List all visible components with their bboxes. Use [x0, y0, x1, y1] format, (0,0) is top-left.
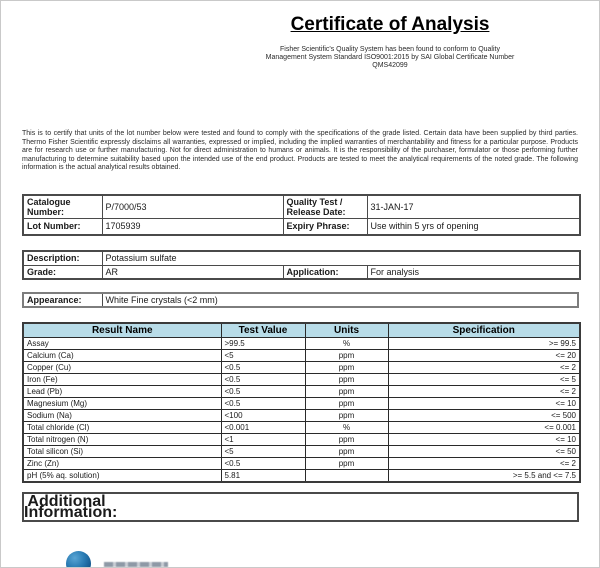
description-value: Potassium sulfate	[102, 251, 580, 265]
table-row	[23, 251, 580, 265]
result-name: Magnesium (Mg)	[23, 398, 221, 410]
appearance-value: White Fine crystals (<2 mm)	[102, 293, 578, 307]
specification: <= 10	[388, 398, 580, 410]
logo-text-illegible	[104, 562, 168, 567]
result-name: Copper (Cu)	[23, 362, 221, 374]
table-row	[23, 218, 580, 235]
units: ppm	[305, 386, 388, 398]
test-value: <0.001	[221, 422, 305, 434]
results-table	[22, 322, 581, 483]
table-row	[23, 410, 580, 422]
table-row	[23, 446, 580, 458]
column-header-units: Units	[305, 323, 388, 338]
table-row	[23, 470, 580, 483]
specification: <= 10	[388, 434, 580, 446]
units: %	[305, 422, 388, 434]
result-name: Iron (Fe)	[23, 374, 221, 386]
specification: <= 2	[388, 386, 580, 398]
appearance-label: Appearance:	[23, 293, 102, 307]
table-row	[23, 398, 580, 410]
units: %	[305, 338, 388, 350]
application-value: For analysis	[367, 265, 580, 279]
specification: >= 99.5	[388, 338, 580, 350]
lot-info-table	[22, 194, 581, 237]
result-name: Total silicon (Si)	[23, 446, 221, 458]
specification: <= 0.001	[388, 422, 580, 434]
table-row	[23, 458, 580, 470]
expiry-phrase-value: Use within 5 yrs of opening	[367, 218, 580, 235]
catalogue-number-value: P/7000/53	[102, 195, 283, 219]
units: ppm	[305, 410, 388, 422]
column-header-specification: Specification	[388, 323, 580, 338]
test-value: <0.5	[221, 362, 305, 374]
units: ppm	[305, 374, 388, 386]
grade-label: Grade:	[23, 265, 102, 279]
test-value: <0.5	[221, 374, 305, 386]
table-row	[23, 493, 578, 521]
units	[305, 470, 388, 483]
document-header	[202, 13, 578, 70]
test-value: <100	[221, 410, 305, 422]
test-value: <0.5	[221, 386, 305, 398]
description-label: Description:	[23, 251, 102, 265]
fisher-scientific-logo	[66, 551, 246, 568]
result-name: Sodium (Na)	[23, 410, 221, 422]
test-value: <5	[221, 350, 305, 362]
lot-number-value: 1705939	[102, 218, 283, 235]
table-row	[23, 422, 580, 434]
units: ppm	[305, 350, 388, 362]
units: ppm	[305, 458, 388, 470]
table-row	[23, 386, 580, 398]
subtitle-line-1: Fisher Scientific's Quality System has been found to conform to Quality	[280, 46, 500, 53]
specification: <= 50	[388, 446, 580, 458]
quality-system-statement	[202, 46, 578, 70]
subtitle-line-3: QMS42099	[372, 62, 408, 69]
result-name: pH (5% aq. solution)	[23, 470, 221, 483]
product-info-table	[22, 250, 581, 280]
specification: <= 2	[388, 362, 580, 374]
table-row	[23, 293, 578, 307]
specification: <= 500	[388, 410, 580, 422]
table-row	[23, 374, 580, 386]
specification: <= 20	[388, 350, 580, 362]
disclaimer-paragraph: This is to certify that units of the lot number below were tested and found to comply with the specifications of the grade listed. Certain data have been supplied by third parties. Thermo Fisher Scientific expressly disclaims all warranties, expressed or implied, including the implied warranties of merchantability and fitness for a particular purpose. Products are for research use or further manufacturing. Not for direct administration to humans or animals. It is the responsibility of the purchaser, formulator or those performing further manufacturing to determine suitability based upon the intended use of the end product. Products are tested to meet the analytical requirements of the noted grade. The following information is the actual analytical results obtained.	[22, 130, 578, 171]
lot-number-label: Lot Number:	[23, 218, 102, 235]
test-value: 5.81	[221, 470, 305, 483]
result-name: Total nitrogen (N)	[23, 434, 221, 446]
subtitle-line-2: Management System Standard ISO9001:2015 by SAI Global Certificate Number	[265, 54, 515, 61]
units: ppm	[305, 446, 388, 458]
result-name: Assay	[23, 338, 221, 350]
table-row	[23, 195, 580, 219]
result-name: Calcium (Ca)	[23, 350, 221, 362]
result-name: Lead (Pb)	[23, 386, 221, 398]
units: ppm	[305, 398, 388, 410]
additional-info-value	[109, 493, 578, 521]
test-value: <1	[221, 434, 305, 446]
result-name: Zinc (Zn)	[23, 458, 221, 470]
test-value: <5	[221, 446, 305, 458]
test-value: <0.5	[221, 398, 305, 410]
units: ppm	[305, 434, 388, 446]
table-row	[23, 265, 580, 279]
additional-info-table	[22, 492, 579, 522]
quality-test-date-value: 31-JAN-17	[367, 195, 580, 219]
specification: <= 2	[388, 458, 580, 470]
specification: >= 5.5 and <= 7.5	[388, 470, 580, 483]
additional-info-label: Additional Information:	[24, 493, 118, 521]
test-value: <0.5	[221, 458, 305, 470]
quality-test-date-label: Quality Test / Release Date:	[283, 195, 367, 219]
catalogue-number-label: Catalogue Number:	[23, 195, 102, 219]
table-row	[23, 362, 580, 374]
table-row	[23, 434, 580, 446]
results-header-row	[23, 323, 580, 338]
application-label: Application:	[283, 265, 367, 279]
specification: <= 5	[388, 374, 580, 386]
result-name: Total chloride (Cl)	[23, 422, 221, 434]
globe-icon	[66, 551, 91, 568]
column-header-test-value: Test Value	[221, 323, 305, 338]
table-row	[23, 338, 580, 350]
column-header-result-name: Result Name	[23, 323, 221, 338]
test-value: >99.5	[221, 338, 305, 350]
grade-value: AR	[102, 265, 283, 279]
appearance-table	[22, 292, 579, 308]
table-row	[23, 350, 580, 362]
page-title: Certificate of Analysis	[290, 14, 490, 35]
units: ppm	[305, 362, 388, 374]
expiry-phrase-label: Expiry Phrase:	[283, 218, 367, 235]
